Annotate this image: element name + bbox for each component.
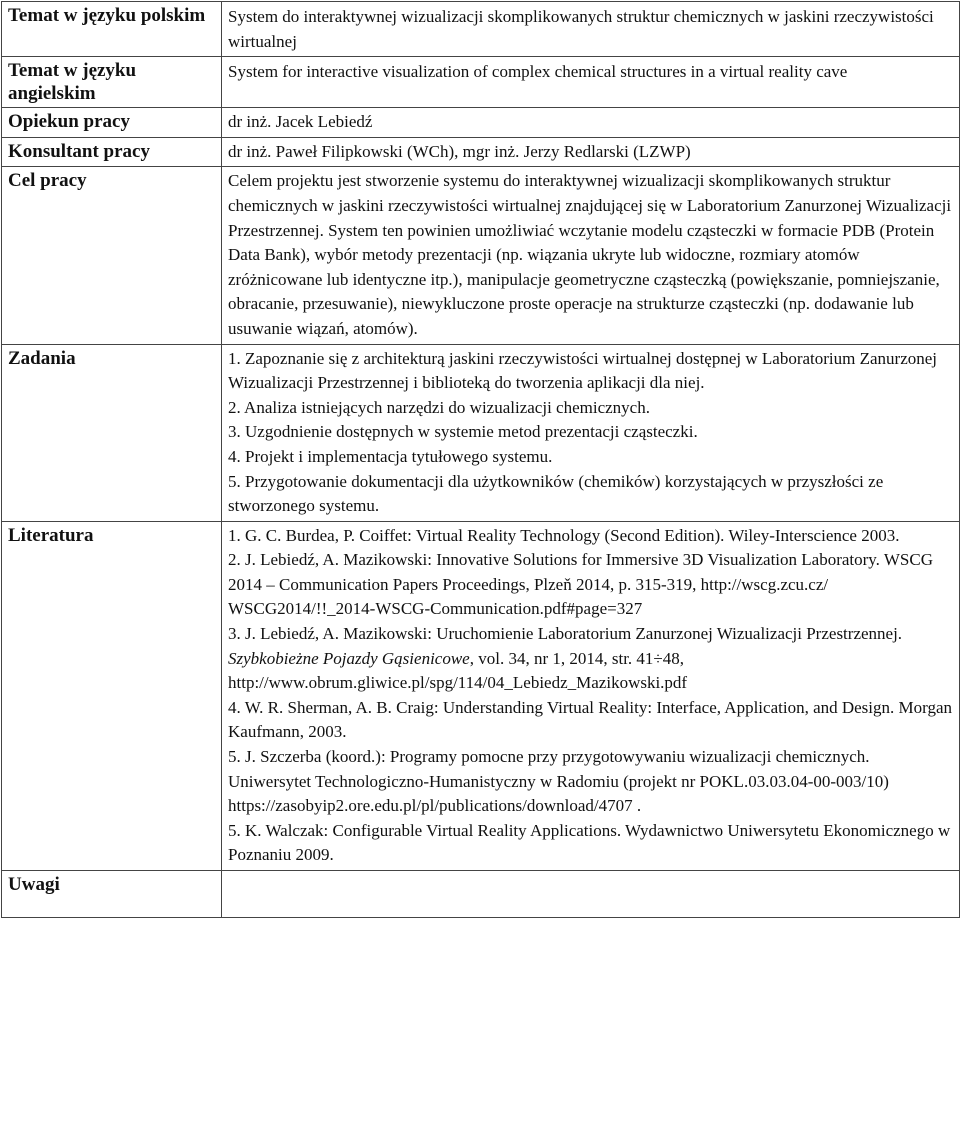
reference-text: , vol. 34, nr 1, 2014, str. 41÷48, http://www.obrum.gliwice.pl/spg/114/04_Lebiedz_Mazikowski.pdf [228, 648, 688, 693]
value-title-pl: System do interaktywnej wizualizacji skomplikowanych struktur chemicznych w jaskini rzeczywistości wirtualnej [222, 2, 960, 57]
reference-item: 2. J. Lebiedź, A. Mazikowski: Innovative Solutions for Immersive 3D Visualization Laboratory. WSCG 2014 – Communication Papers Proceedings, Plzeň 2014, p. 315-319, http://wscg.zcu.cz/ WSCG2014/!!_2014-WSCG-Communication.pdf#page=327 [228, 550, 933, 619]
row-goal [2, 167, 960, 344]
value-supervisor: dr inż. Jacek Lebiedź [222, 108, 960, 138]
reference-item: 4. W. R. Sherman, A. B. Craig: Understanding Virtual Reality: Interface, Application, and Design. Morgan Kaufmann, 2003. [228, 697, 953, 742]
row-notes [2, 871, 960, 918]
task-item: 2. Analiza istniejących narzędzi do wizualizacji chemicznych. [228, 397, 650, 417]
task-item: 3. Uzgodnienie dostępnych w systemie metod prezentacji cząsteczki. [228, 422, 698, 442]
reference-journal: Szybkobieżne Pojazdy Gąsienicowe [228, 648, 470, 668]
label-literature: Literatura [2, 521, 222, 870]
reference-item [228, 622, 953, 696]
row-tasks [2, 344, 960, 521]
label-title-en: Temat w języku angielskim [2, 57, 222, 108]
task-item: 1. Zapoznanie się z architekturą jaskini rzeczywistości wirtualnej dostępnej w Laboratorium Zanurzonej Wizualizacji Przestrzennej i biblioteką do tworzenia aplikacji dla niej. [228, 348, 938, 393]
label-goal: Cel pracy [2, 167, 222, 344]
reference-item: 1. G. C. Burdea, P. Coiffet: Virtual Reality Technology (Second Edition). Wiley-Interscience 2003. [228, 525, 900, 545]
row-literature [2, 521, 960, 870]
label-notes: Uwagi [2, 871, 222, 918]
row-consultant [2, 137, 960, 167]
value-goal: Celem projektu jest stworzenie systemu do interaktywnej wizualizacji skomplikowanych struktur chemicznych w jaskini rzeczywistości wirtualnej znajdującej się w Laboratorium Zanurzonej Wizualizacji Przestrzennej. System ten powinien umożliwiać wczytanie modelu cząsteczki w formacie PDB (Protein Data Bank), wybór metody prezentacji (np. wiązania ukryte lub widoczne, rozmiary atomów zróżnicowane lub identyczne itp.), manipulacje geometryczne cząsteczką (powiększanie, pomniejszanie, obracanie, przesuwanie), niewykluczone proste operacje na strukturze cząsteczki (np. dodawanie lub usuwanie wiązań, atomów). [222, 167, 960, 344]
row-supervisor [2, 108, 960, 138]
row-title-pl [2, 2, 960, 57]
row-title-en [2, 57, 960, 108]
label-supervisor: Opiekun pracy [2, 108, 222, 138]
label-consultant: Konsultant pracy [2, 137, 222, 167]
reference-item: 5. K. Walczak: Configurable Virtual Reality Applications. Wydawnictwo Uniwersytetu Ekonomicznego w Poznaniu 2009. [228, 820, 951, 865]
value-tasks [222, 344, 960, 521]
label-tasks: Zadania [2, 344, 222, 521]
value-notes [222, 871, 960, 918]
reference-text: 3. J. Lebiedź, A. Mazikowski: Uruchomienie Laboratorium Zanurzonej Wizualizacji Przestrzennej. [228, 624, 903, 644]
value-consultant: dr inż. Paweł Filipkowski (WCh), mgr inż. Jerzy Redlarski (LZWP) [222, 137, 960, 167]
value-title-en: System for interactive visualization of complex chemical structures in a virtual reality cave [222, 57, 960, 108]
task-item: 5. Przygotowanie dokumentacji dla użytkowników (chemików) korzystających w przyszłości ze stworzonego systemu. [228, 471, 884, 516]
task-item: 4. Projekt i implementacja tytułowego systemu. [228, 446, 553, 466]
label-title-pl: Temat w języku polskim [2, 2, 222, 57]
thesis-topic-table [1, 1, 960, 918]
reference-item: 5. J. Szczerba (koord.): Programy pomocne przy przygotowywaniu wizualizacji chemicznych. Uniwersytet Technologiczno-Humanistyczny w Radomiu (projekt nr POKL.03.03.04-00-003/10) https://zasobyip2.ore.edu.pl/pl/publications/download/4707 . [228, 747, 889, 816]
value-literature [222, 521, 960, 870]
